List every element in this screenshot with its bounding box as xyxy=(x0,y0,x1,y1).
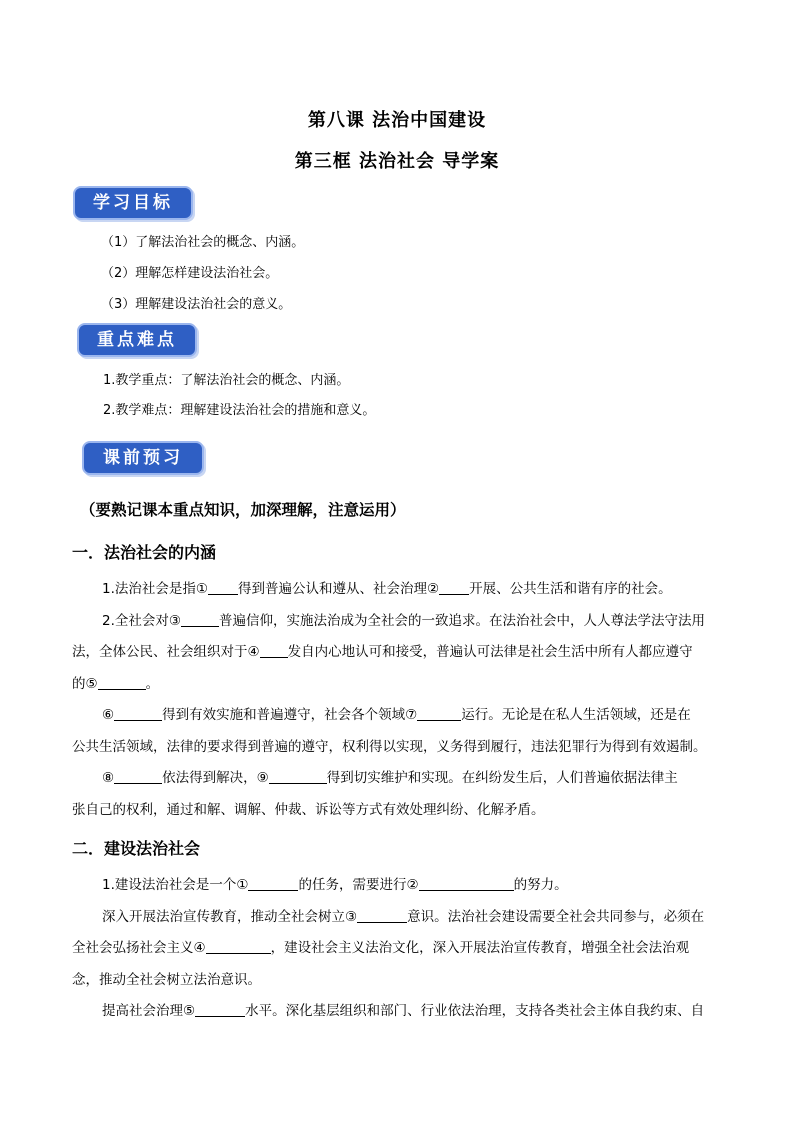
goal-item: （3）理解建设法治社会的意义。 xyxy=(101,297,292,312)
badge-learning-goals: 学习目标 xyxy=(73,186,193,220)
preview-note: （要熟记课本重点知识，加深理解，注意运用） xyxy=(80,501,406,519)
badge-preview: 课前预习 xyxy=(82,441,204,475)
goal-item: （2）理解怎样建设法治社会。 xyxy=(101,266,279,281)
page-title: 第八课 法治中国建设 xyxy=(307,110,487,131)
page-subtitle: 第三框 法治社会 导学案 xyxy=(294,151,500,172)
goal-item: （1）了解法治社会的概念、内涵。 xyxy=(101,235,305,250)
section1-content: 1.法治社会是指① 得到普遍公认和遵从、社会治理② 开展、公共生活和谐有序的社会。 2.全社会对③ 普遍信仰，实施法治成为全社会的一致追求。在法治社会中，人人尊法学法守法用 法，全体公民、社会组织对于④ 发自内心地认可和接受，普遍认可法律是社会生活中所有人都应遵守 的⑤ 。 ⑥ 得到有效实施和普遍遵守，社会各个领域⑦ 运行。无论是在私人生活领域，还是在 公共生活领域，法律的要求得到普遍的遵守，权利得以实现，义务得到履行，违法犯罪行为得到有效遏制。 ⑧ 依法得到解决，⑨ 得到切实维护和实现。在纠纷发生后，人们普遍依据法律主 张自己的权利，通过和解、调解、仲裁、诉讼等方式有效处理纠纷、化解矛盾。 xyxy=(72,581,707,818)
key-point-item: 1.教学重点：了解法治社会的概念、内涵。 xyxy=(103,373,350,388)
key-point-item: 2.教学难点：理解建设法治社会的措施和意义。 xyxy=(103,403,376,418)
section-heading: 二．建设法治社会 xyxy=(72,839,201,858)
section-heading: 一．法治社会的内涵 xyxy=(72,543,217,562)
badge-key-points: 重点难点 xyxy=(77,323,197,357)
section2-content: 1.建设法治社会是一个① 的任务，需要进行② 的努力。 深入开展法治宣传教育，推动全社会树立③ 意识。法治社会建设需要全社会共同参与，必须在 全社会弘扬社会主义④ ，建设社会主义法治文化，深入开展法治宣传教育，增强全社会法治观 念，推动全社会树立法治意识。 提高社会治理⑤ 水平。深化基层组织和部门、行业依法治理，支持各类社会主体自我约束、自 xyxy=(72,877,705,1019)
